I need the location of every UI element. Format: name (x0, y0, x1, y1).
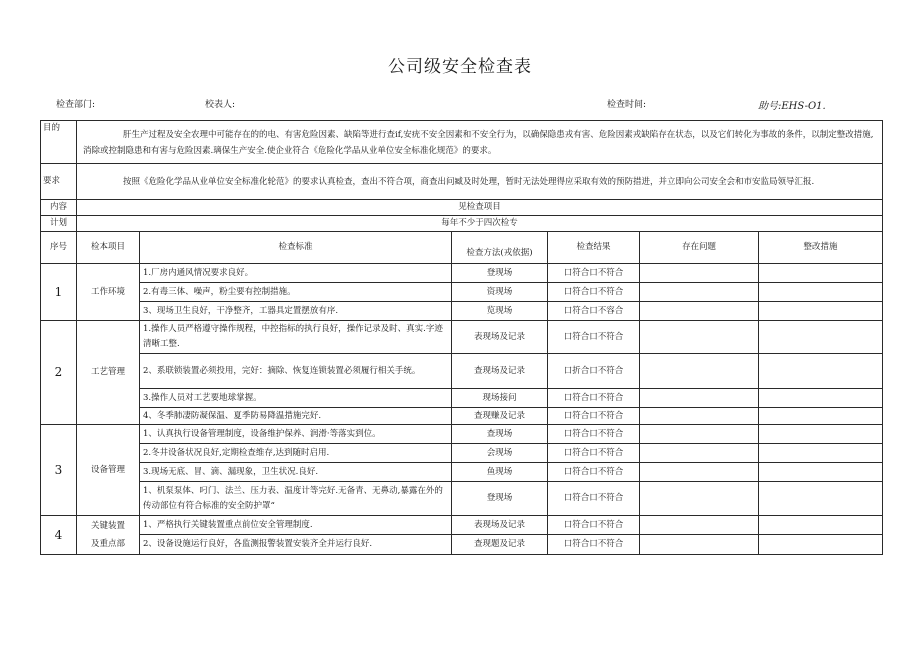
table-row (41, 283, 883, 302)
content-row (41, 200, 883, 216)
issue-cell[interactable] (640, 389, 759, 408)
page-title: 公司级安全检查表 (388, 57, 532, 77)
group-number: 3 (41, 425, 77, 516)
table-row (41, 516, 883, 535)
table-row (41, 482, 883, 516)
table-row (41, 408, 883, 425)
method-cell: 查现赚及记录 (452, 408, 548, 425)
fix-cell[interactable] (759, 354, 883, 389)
issue-cell[interactable] (640, 302, 759, 321)
table-row (41, 444, 883, 463)
fix-cell[interactable] (759, 463, 883, 482)
result-checkbox-cell[interactable]: 口符合口不符合 (548, 516, 640, 535)
method-cell: 登现场 (452, 482, 548, 516)
standard-cell: 1、严格执行关键装置重点前位安全管理制度. (140, 516, 452, 535)
issue-cell[interactable] (640, 408, 759, 425)
meta-reporter: 校表人: (205, 100, 236, 110)
result-checkbox-cell[interactable]: 口符合口不容合 (548, 302, 640, 321)
issue-cell[interactable] (640, 482, 759, 516)
fix-cell[interactable] (759, 425, 883, 444)
purpose-text (77, 121, 883, 164)
standard-cell: 1、认真执行设备管理制度，设备维护保养、润滑·等落实到位。 (140, 425, 452, 444)
fix-cell[interactable] (759, 283, 883, 302)
purpose-label: 目的 (41, 121, 77, 164)
result-checkbox-cell[interactable]: 口符合口不符合 (548, 425, 640, 444)
issue-cell[interactable] (640, 321, 759, 354)
fix-cell[interactable] (759, 321, 883, 354)
requirement-label: 要求 (41, 164, 77, 200)
result-checkbox-cell[interactable]: 口符合口不符合 (548, 321, 640, 354)
header-result: 检查结果 (548, 232, 640, 264)
result-checkbox-cell[interactable]: 口折合口不符合 (548, 354, 640, 389)
meta-check-time: 检查时间: (607, 100, 647, 110)
result-checkbox-cell[interactable]: 口符合口不符合 (548, 463, 640, 482)
fix-cell[interactable] (759, 264, 883, 283)
purpose-text-content: 肝生产过程及安全农理中可能存在的的电、有害危险因素、缺陷等进行查if,安疣不安全因素和不安全行为，以确保隐患戎有害、危险因素戎缺陷存在状态，以及它们转化为事故的条件，以制定整改措施,消除或控制隐患和有害与危险因素.璃保生产安全.使企业符合《危险化学品从业单位安全标准化规范》的要求。 (83, 129, 874, 156)
standard-cell: 2.有毒三体、噪声，粉尘要有控制措施。 (140, 283, 452, 302)
table-row (41, 321, 883, 354)
issue-cell[interactable] (640, 354, 759, 389)
requirement-text (77, 164, 883, 200)
fix-cell[interactable] (759, 389, 883, 408)
group-number: 4 (41, 516, 77, 555)
meta-dept: 检查部门: (56, 100, 96, 110)
issue-cell[interactable] (640, 535, 759, 555)
method-cell: 表现场及记录 (452, 321, 548, 354)
standard-cell: 3、现场卫生良好，干净整齐，工器具定置摆放有序. (140, 302, 452, 321)
method-cell: 查现场 (452, 425, 548, 444)
table-row (41, 463, 883, 482)
table-row (41, 354, 883, 389)
table-row (41, 302, 883, 321)
issue-cell[interactable] (640, 463, 759, 482)
fix-cell[interactable] (759, 516, 883, 535)
fix-cell[interactable] (759, 535, 883, 555)
header-standard: 检查标准 (140, 232, 452, 264)
table-row (41, 425, 883, 444)
standard-cell: 3.操作人员对工艺要地球掌握。 (140, 389, 452, 408)
header-issue: 存在问题 (640, 232, 759, 264)
header-method: 检查方法(戎依据) (452, 232, 548, 264)
result-checkbox-cell[interactable]: 口符合口不符合 (548, 535, 640, 555)
result-checkbox-cell[interactable]: 口符合口不符合 (548, 408, 640, 425)
header-item: 检本项目 (77, 232, 140, 264)
group-item: 关键装置及重点部 (77, 516, 140, 555)
fix-cell[interactable] (759, 302, 883, 321)
issue-cell[interactable] (640, 425, 759, 444)
group-item: 工艺管理 (77, 321, 140, 425)
issue-cell[interactable] (640, 264, 759, 283)
content-text: 见检查项目 (77, 200, 883, 216)
method-cell: 会现场 (452, 444, 548, 463)
issue-cell[interactable] (640, 283, 759, 302)
plan-text: 每年不少于四次检专 (77, 216, 883, 232)
result-checkbox-cell[interactable]: 口符合口不符合 (548, 389, 640, 408)
standard-cell: 1、机泵泵体、叼门、法兰、压力表、温度计等完好.无备青、无鼻动,暴露在外的传动部位有符合标准的安全防护罩“ (140, 482, 452, 516)
issue-cell[interactable] (640, 444, 759, 463)
requirement-row (41, 164, 883, 200)
group-item: 工作环境 (77, 264, 140, 321)
standard-cell: 3.现场无底、冒、滴、漏现象，卫生状况.良好. (140, 463, 452, 482)
method-cell: 资现场 (452, 283, 548, 302)
fix-cell[interactable] (759, 482, 883, 516)
method-cell: 现场接问 (452, 389, 548, 408)
group-number: 2 (41, 321, 77, 425)
header-no: 序号 (41, 232, 77, 264)
plan-label: 计划 (41, 216, 77, 232)
content-label: 内容 (41, 200, 77, 216)
standard-cell: 4、冬季肺凄防凝保温、夏季防易降温措施完好. (140, 408, 452, 425)
method-cell: 查现场及记录 (452, 354, 548, 389)
result-checkbox-cell[interactable]: 口符合口不符合 (548, 444, 640, 463)
table-row (41, 264, 883, 283)
standard-cell: 1.操作人员严格遵守操作规程，中控指标的执行良好，操作记录及时、真实.字迹清晰工整. (140, 321, 452, 354)
fix-cell[interactable] (759, 444, 883, 463)
header-fix: 整改措施 (759, 232, 883, 264)
method-cell: 查现题及记录 (452, 535, 548, 555)
issue-cell[interactable] (640, 516, 759, 535)
plan-row (41, 216, 883, 232)
group-item: 设备管理 (77, 425, 140, 516)
result-checkbox-cell[interactable]: 口符合口不符合 (548, 283, 640, 302)
fix-cell[interactable] (759, 408, 883, 425)
result-checkbox-cell[interactable]: 口符合口不符合 (548, 264, 640, 283)
inspection-table (40, 120, 883, 555)
method-cell: 登现场 (452, 264, 548, 283)
method-cell: 鱼现场 (452, 463, 548, 482)
purpose-row (41, 121, 883, 164)
standard-cell: 2、系联锁装置必须投用，完好：摘除、恢复连锁装置必须履行相关手统。 (140, 354, 452, 389)
requirement-text-content: 按照《危险化学品从业单位安全标准化轮范》的要求认真检查，查出不符合项，商查出问臧及时处理，暂时无法处理得应采取有效的预防措进，并立即向公司安全会和市安监局领导汇报. (123, 177, 815, 187)
result-checkbox-cell[interactable]: 口符合口不符合 (548, 482, 640, 516)
method-cell: 览现场 (452, 302, 548, 321)
method-cell: 表现场及记录 (452, 516, 548, 535)
standard-cell: 1.厂房内通风情况要求良好。 (140, 264, 452, 283)
column-header-row (41, 232, 883, 264)
group-number: 1 (41, 264, 77, 321)
table-row (41, 389, 883, 408)
meta-form-code: 助号:EHS-O1. (758, 101, 826, 112)
table-row (41, 535, 883, 555)
standard-cell: 2.冬井设备状况良好,定期检查维存,达到随时启用. (140, 444, 452, 463)
standard-cell: 2、设备设施运行良好，各监测报警装置安装齐全并运行良好. (140, 535, 452, 555)
